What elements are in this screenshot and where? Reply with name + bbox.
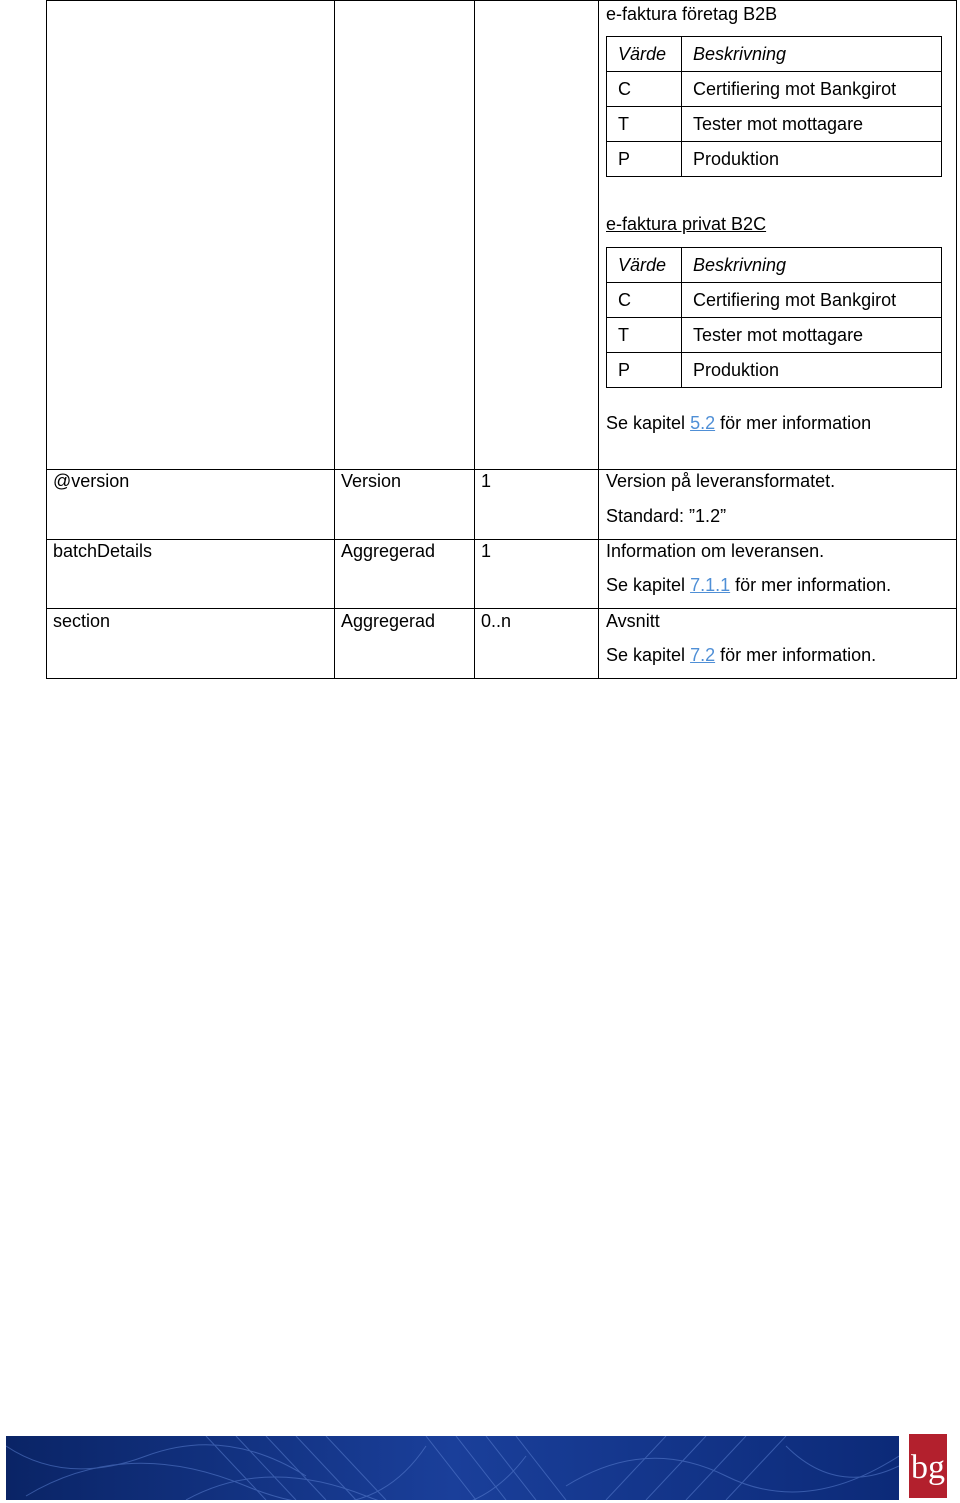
b2b-value-table xyxy=(606,36,942,177)
element-type: Version xyxy=(341,471,402,491)
element-description: Version på leveransformatet. xyxy=(606,471,836,491)
b2c-heading: e-faktura privat B2C xyxy=(606,214,767,234)
element-reference xyxy=(606,645,876,665)
element-name: section xyxy=(53,611,111,631)
column-header-description: Beskrivning xyxy=(682,248,942,283)
chapter-link-7-1-1[interactable]: 7.1.1 xyxy=(690,575,731,595)
table-border-left xyxy=(46,0,47,679)
column-header-value: Värde xyxy=(607,248,682,283)
b2b-heading: e-faktura företag B2B xyxy=(606,4,778,24)
table-border-right xyxy=(956,0,957,679)
reference-prefix: Se kapitel xyxy=(606,575,691,595)
row-divider-2 xyxy=(46,539,957,540)
value-cell: C xyxy=(607,72,682,107)
table-border-bottom xyxy=(46,678,957,679)
element-name: @version xyxy=(53,471,130,491)
element-occurrence: 1 xyxy=(481,541,492,561)
chapter-reference-note xyxy=(606,413,871,433)
description-cell: Produktion xyxy=(682,353,942,388)
element-type: Aggregerad xyxy=(341,611,436,631)
table-row xyxy=(607,353,942,388)
element-description: Information om leveransen. xyxy=(606,541,825,561)
table-row xyxy=(607,72,942,107)
value-cell: P xyxy=(607,142,682,177)
column-header-description: Beskrivning xyxy=(682,37,942,72)
description-cell: Certifiering mot Bankgirot xyxy=(682,72,942,107)
description-cell: Tester mot mottagare xyxy=(682,107,942,142)
element-default-value: Standard: ”1.2” xyxy=(606,506,727,526)
table-row xyxy=(607,107,942,142)
chapter-link-5-2[interactable]: 5.2 xyxy=(690,413,716,433)
b2c-value-table xyxy=(606,247,942,388)
description-cell: Tester mot mottagare xyxy=(682,318,942,353)
table-row xyxy=(607,142,942,177)
value-cell: C xyxy=(607,283,682,318)
svg-text:bg: bg xyxy=(911,1449,945,1486)
note-suffix: för mer information xyxy=(715,413,872,433)
column-divider-2 xyxy=(474,0,475,679)
reference-suffix: för mer information. xyxy=(715,645,877,665)
element-type: Aggregerad xyxy=(341,541,436,561)
chapter-link-7-2[interactable]: 7.2 xyxy=(690,645,716,665)
row-divider-3 xyxy=(46,608,957,609)
table-border-top xyxy=(46,0,957,1)
table-row xyxy=(607,318,942,353)
column-divider-1 xyxy=(334,0,335,679)
element-occurrence: 0..n xyxy=(481,611,512,631)
reference-prefix: Se kapitel xyxy=(606,645,691,665)
footer-banner xyxy=(6,1436,899,1500)
table-header-row xyxy=(607,37,942,72)
value-cell: P xyxy=(607,353,682,388)
row-divider-1 xyxy=(46,469,957,470)
element-description: Avsnitt xyxy=(606,611,660,631)
reference-suffix: för mer information. xyxy=(730,575,892,595)
description-cell: Certifiering mot Bankgirot xyxy=(682,283,942,318)
column-divider-3 xyxy=(598,0,599,679)
element-name: batchDetails xyxy=(53,541,153,561)
value-cell: T xyxy=(607,107,682,142)
table-row xyxy=(607,283,942,318)
element-reference xyxy=(606,575,891,595)
column-header-value: Värde xyxy=(607,37,682,72)
table-header-row xyxy=(607,248,942,283)
description-cell: Produktion xyxy=(682,142,942,177)
note-prefix: Se kapitel xyxy=(606,413,691,433)
footer-wave-pattern xyxy=(6,1436,899,1500)
bg-logo xyxy=(909,1434,947,1498)
element-occurrence: 1 xyxy=(481,471,492,491)
value-cell: T xyxy=(607,318,682,353)
bg-logo-icon xyxy=(909,1434,947,1498)
